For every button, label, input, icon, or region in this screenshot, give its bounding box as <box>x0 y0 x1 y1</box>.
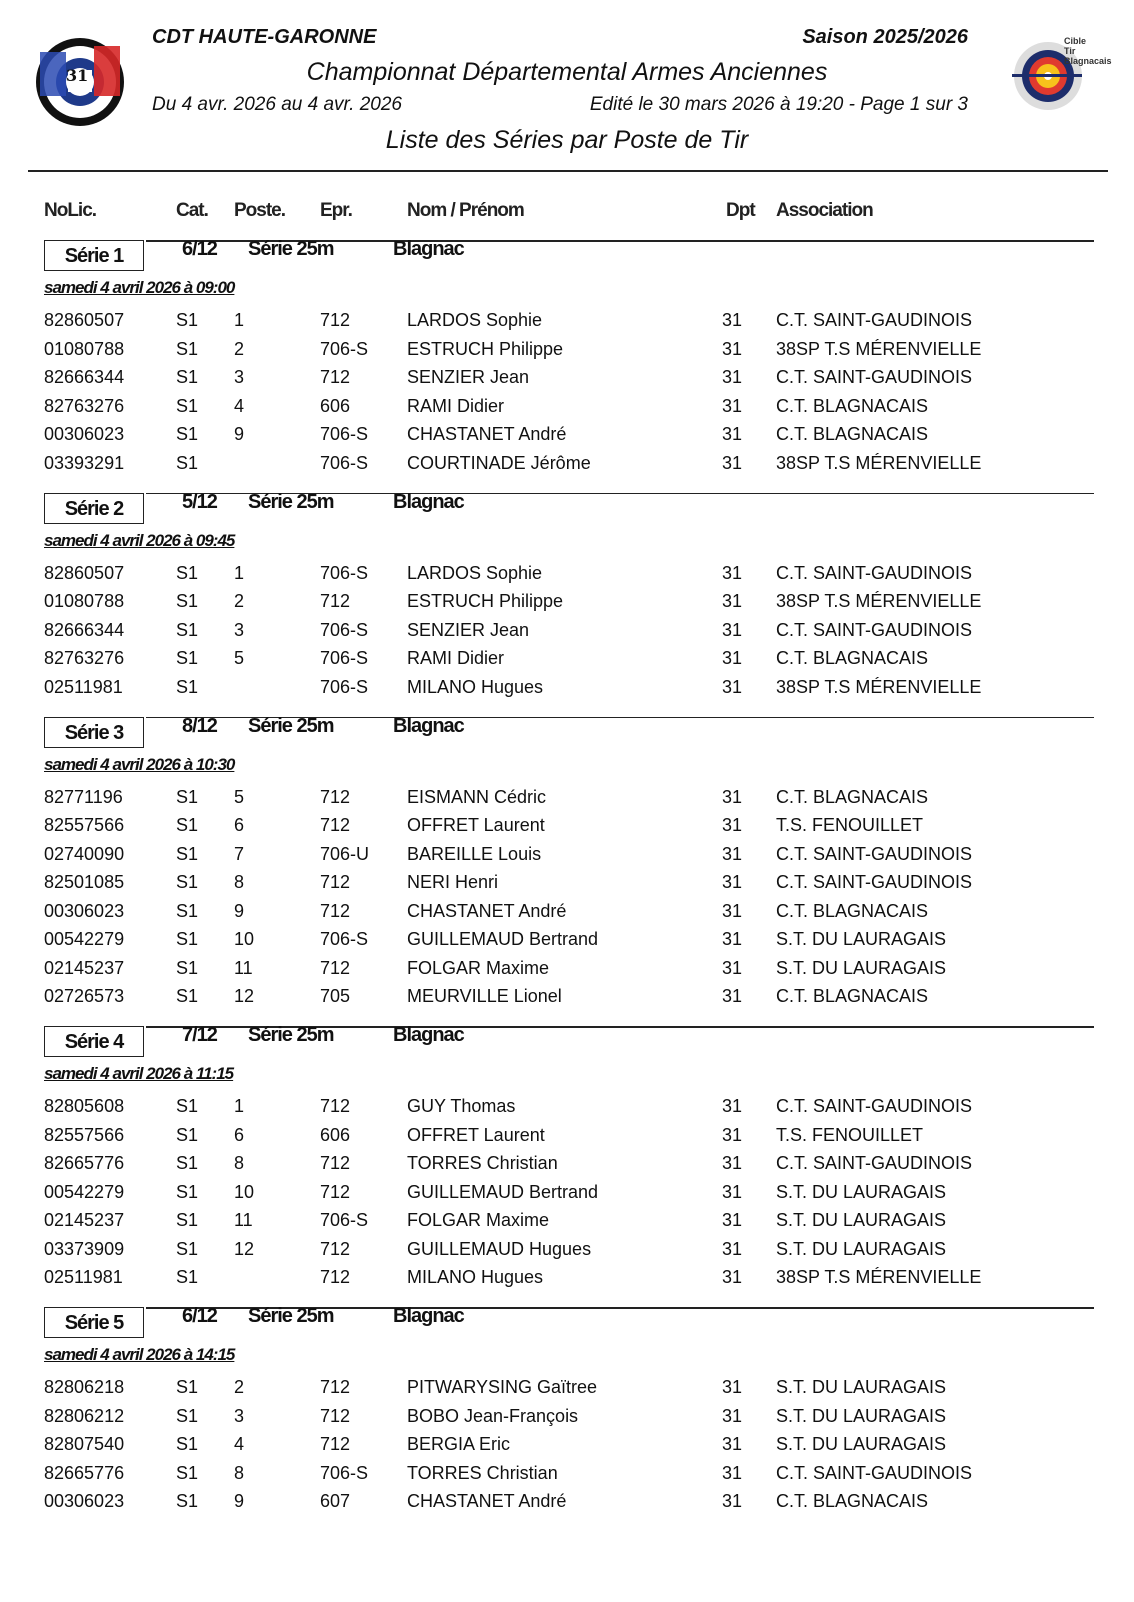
licence-number: 02145237 <box>44 1210 125 1230</box>
table-row <box>0 339 1134 368</box>
logo-number: 31 <box>66 66 89 85</box>
shooter-name: ESTRUCH Philippe <box>407 338 564 359</box>
poste: 10 <box>234 1181 255 1202</box>
category: S1 <box>176 929 199 949</box>
serie-rows <box>0 310 1134 481</box>
date-range: Du 4 avr. 2026 au 4 avr. 2026 <box>152 94 402 115</box>
epreuve: 705 <box>320 986 351 1006</box>
category: S1 <box>176 1377 199 1397</box>
serie-type: Série 25m <box>248 1024 334 1046</box>
serie-block <box>0 1022 1134 1303</box>
association: S.T. DU LAURAGAIS <box>776 1405 947 1426</box>
category: S1 <box>176 900 199 921</box>
category: S1 <box>176 648 199 668</box>
epreuve: 706-S <box>320 452 369 473</box>
epreuve: 712 <box>320 1405 351 1426</box>
category: S1 <box>176 786 199 807</box>
shooter-name: COURTINADE Jérôme <box>407 452 591 473</box>
poste: 8 <box>234 1153 245 1173</box>
serie-type: Série 25m <box>248 714 334 737</box>
departement: 31 <box>722 1267 743 1287</box>
epreuve: 712 <box>320 310 351 330</box>
table-row <box>0 1239 1134 1268</box>
serie-block <box>0 1303 1134 1527</box>
table-row <box>0 1434 1134 1463</box>
association: C.T. SAINT-GAUDINOIS <box>776 310 973 330</box>
licence-number: 00306023 <box>44 900 125 921</box>
licence-number: 02726573 <box>44 986 125 1006</box>
departement: 31 <box>722 424 743 444</box>
departement: 31 <box>722 815 743 835</box>
poste: 11 <box>234 1210 253 1230</box>
category: S1 <box>176 310 199 330</box>
poste: 9 <box>234 900 245 921</box>
epreuve: 706-S <box>320 1210 369 1230</box>
departement: 31 <box>722 367 743 387</box>
category: S1 <box>176 1181 199 1202</box>
poste: 5 <box>234 648 245 668</box>
col-header-dpt: Dpt <box>726 200 755 221</box>
departement: 31 <box>722 562 743 583</box>
col-header-cat: Cat. <box>176 200 208 221</box>
serie-count: 7/12 <box>182 1024 217 1046</box>
table-row <box>0 424 1134 453</box>
licence-number: 82665776 <box>44 1153 125 1173</box>
licence-number: 82771196 <box>44 786 123 807</box>
col-header-lic: NoLic. <box>44 200 97 221</box>
poste: 6 <box>234 815 245 835</box>
epreuve: 706-S <box>320 424 369 444</box>
category: S1 <box>176 1405 199 1426</box>
serie-block <box>0 713 1134 1023</box>
poste: 3 <box>234 1405 245 1426</box>
departement: 31 <box>722 1210 743 1230</box>
licence-number: 82557566 <box>44 815 125 835</box>
licence-number: 00306023 <box>44 424 125 444</box>
epreuve: 607 <box>320 1491 351 1511</box>
licence-number: 82666344 <box>44 367 125 387</box>
licence-number: 02145237 <box>44 957 125 978</box>
shooter-name: CHASTANET André <box>407 900 567 921</box>
epreuve: 712 <box>320 367 351 387</box>
departement: 31 <box>722 986 743 1006</box>
serie-block <box>0 236 1134 489</box>
association: C.T. SAINT-GAUDINOIS <box>776 1096 973 1116</box>
table-row <box>0 1210 1134 1239</box>
association: 38SP T.S MÉRENVIELLE <box>776 676 982 697</box>
col-header-poste: Poste. <box>234 200 286 221</box>
category: S1 <box>176 1124 199 1145</box>
org-name: CDT HAUTE-GARONNE <box>152 26 377 48</box>
table-row <box>0 563 1134 592</box>
shooter-name: SENZIER Jean <box>407 619 530 640</box>
association: 38SP T.S MÉRENVIELLE <box>776 338 982 359</box>
departement: 31 <box>722 1434 743 1454</box>
serie-rows <box>0 1377 1134 1520</box>
departement: 31 <box>722 648 743 668</box>
table-row <box>0 1182 1134 1211</box>
category: S1 <box>176 872 199 892</box>
shooter-name: TORRES Christian <box>407 1153 558 1173</box>
association: C.T. SAINT-GAUDINOIS <box>776 619 973 640</box>
departement: 31 <box>722 786 743 807</box>
col-header-epr: Epr. <box>320 200 352 221</box>
association: S.T. DU LAURAGAIS <box>776 1377 947 1397</box>
poste: 7 <box>234 843 245 864</box>
table-row <box>0 1491 1134 1520</box>
departement: 31 <box>722 1405 743 1426</box>
epreuve: 712 <box>320 1153 351 1173</box>
category: S1 <box>176 1096 199 1116</box>
shooter-name: ESTRUCH Philippe <box>407 591 564 611</box>
table-row <box>0 958 1134 987</box>
epreuve: 712 <box>320 900 351 921</box>
licence-number: 01080788 <box>44 591 125 611</box>
licence-number: 82666344 <box>44 619 125 640</box>
table-row <box>0 1153 1134 1182</box>
poste: 2 <box>234 338 245 359</box>
association: C.T. SAINT-GAUDINOIS <box>776 367 973 387</box>
table-row <box>0 620 1134 649</box>
serie-label: Série 1 <box>44 240 144 271</box>
epreuve: 712 <box>320 1267 351 1287</box>
association: S.T. DU LAURAGAIS <box>776 957 947 978</box>
licence-number: 00542279 <box>44 929 125 949</box>
departement: 31 <box>722 395 743 416</box>
poste: 6 <box>234 1124 245 1145</box>
category: S1 <box>176 676 199 697</box>
shooter-name: FOLGAR Maxime <box>407 1210 550 1230</box>
licence-number: 82763276 <box>44 648 125 668</box>
epreuve: 706-S <box>320 619 369 640</box>
poste: 2 <box>234 591 245 611</box>
category: S1 <box>176 1153 199 1173</box>
shooter-name: MILANO Hugues <box>407 1267 544 1287</box>
association: C.T. SAINT-GAUDINOIS <box>776 1153 973 1173</box>
departement: 31 <box>722 676 743 697</box>
series-list <box>0 236 1134 1527</box>
epreuve: 712 <box>320 872 351 892</box>
serie-date: samedi 4 avril 2026 à 09:00 <box>44 278 235 297</box>
table-row <box>0 310 1134 339</box>
departement: 31 <box>722 1096 743 1116</box>
epreuve: 712 <box>320 1238 351 1259</box>
table-row <box>0 453 1134 482</box>
serie-label: Série 5 <box>44 1307 144 1338</box>
serie-date: samedi 4 avril 2026 à 11:15 <box>44 1064 234 1083</box>
departement: 31 <box>722 900 743 921</box>
category: S1 <box>176 1462 199 1483</box>
shooter-name: RAMI Didier <box>407 648 505 668</box>
table-row <box>0 901 1134 930</box>
shooter-name: CHASTANET André <box>407 424 567 444</box>
serie-date: samedi 4 avril 2026 à 09:45 <box>44 530 235 550</box>
serie-count: 5/12 <box>182 490 217 513</box>
shooter-name: OFFRET Laurent <box>407 815 545 835</box>
table-row <box>0 1096 1134 1125</box>
shooter-name: RAMI Didier <box>407 395 505 416</box>
category: S1 <box>176 395 199 416</box>
serie-rows <box>0 563 1134 706</box>
epreuve: 712 <box>320 1096 351 1116</box>
licence-number: 82805608 <box>44 1096 125 1116</box>
shooter-name: NERI Henri <box>407 872 499 892</box>
table-row <box>0 1125 1134 1154</box>
serie-type: Série 25m <box>248 238 334 260</box>
table-row <box>0 1463 1134 1492</box>
epreuve: 712 <box>320 591 351 611</box>
association: C.T. BLAGNACAIS <box>776 986 929 1006</box>
shooter-name: EISMANN Cédric <box>407 786 547 807</box>
col-header-asso: Association <box>776 200 873 221</box>
poste: 9 <box>234 1491 245 1511</box>
epreuve: 606 <box>320 395 351 416</box>
departement: 31 <box>722 310 743 330</box>
departement: 31 <box>722 843 743 864</box>
poste: 5 <box>234 786 245 807</box>
serie-label: Série 2 <box>44 493 144 524</box>
season: Saison 2025/2026 <box>802 26 968 48</box>
category: S1 <box>176 1491 199 1511</box>
shooter-name: MILANO Hugues <box>407 676 544 697</box>
serie-place: Blagnac <box>393 1024 464 1046</box>
licence-number: 82807540 <box>44 1434 125 1454</box>
poste: 1 <box>234 310 245 330</box>
table-row <box>0 986 1134 1015</box>
poste: 9 <box>234 424 245 444</box>
licence-number: 02511981 <box>44 676 123 697</box>
table-row <box>0 648 1134 677</box>
category: S1 <box>176 452 199 473</box>
licence-number: 82665776 <box>44 1462 125 1483</box>
serie-count: 6/12 <box>182 1305 217 1327</box>
table-row <box>0 844 1134 873</box>
association: C.T. BLAGNACAIS <box>776 648 929 668</box>
category: S1 <box>176 424 199 444</box>
licence-number: 82763276 <box>44 395 125 416</box>
association: T.S. FENOUILLET <box>776 1124 924 1145</box>
shooter-name: GUILLEMAUD Hugues <box>407 1238 592 1259</box>
poste: 2 <box>234 1377 245 1397</box>
serie-count: 8/12 <box>182 714 217 737</box>
epreuve: 706-S <box>320 562 369 583</box>
serie-place: Blagnac <box>393 714 464 737</box>
category: S1 <box>176 1434 199 1454</box>
shooter-name: BAREILLE Louis <box>407 843 542 864</box>
shooter-name: GUILLEMAUD Bertrand <box>407 929 599 949</box>
serie-rows <box>0 1096 1134 1296</box>
poste: 3 <box>234 367 245 387</box>
serie-label: Série 4 <box>44 1026 144 1057</box>
departement: 31 <box>722 1153 743 1173</box>
category: S1 <box>176 1267 199 1287</box>
licence-number: 82806218 <box>44 1377 125 1397</box>
epreuve: 706-S <box>320 1462 369 1483</box>
shooter-name: TORRES Christian <box>407 1462 558 1483</box>
table-row <box>0 815 1134 844</box>
licence-number: 00306023 <box>44 1491 125 1511</box>
serie-place: Blagnac <box>393 238 464 260</box>
licence-number: 02740090 <box>44 843 125 864</box>
licence-number: 03393291 <box>44 452 125 473</box>
table-row <box>0 1377 1134 1406</box>
association: C.T. BLAGNACAIS <box>776 1491 929 1511</box>
category: S1 <box>176 957 199 978</box>
departement: 31 <box>722 1377 743 1397</box>
table-row <box>0 367 1134 396</box>
header-divider <box>28 170 1108 172</box>
serie-rows <box>0 787 1134 1015</box>
poste: 11 <box>234 957 253 978</box>
epreuve: 606 <box>320 1124 351 1145</box>
association: 38SP T.S MÉRENVIELLE <box>776 1267 982 1287</box>
table-row <box>0 929 1134 958</box>
association: S.T. DU LAURAGAIS <box>776 1210 947 1230</box>
table-row <box>0 787 1134 816</box>
epreuve: 712 <box>320 815 351 835</box>
shooter-name: PITWARYSING Gaïtree <box>407 1377 598 1397</box>
association: C.T. SAINT-GAUDINOIS <box>776 843 973 864</box>
poste: 3 <box>234 619 245 640</box>
table-row <box>0 591 1134 620</box>
association: S.T. DU LAURAGAIS <box>776 1434 947 1454</box>
licence-number: 02511981 <box>44 1267 123 1287</box>
licence-number: 01080788 <box>44 338 125 359</box>
association: C.T. BLAGNACAIS <box>776 395 929 416</box>
category: S1 <box>176 562 199 583</box>
association: C.T. SAINT-GAUDINOIS <box>776 872 973 892</box>
epreuve: 706-S <box>320 929 369 949</box>
serie-type: Série 25m <box>248 1305 334 1327</box>
licence-number: 00542279 <box>44 1181 125 1202</box>
departement: 31 <box>722 1124 743 1145</box>
epreuve: 706-U <box>320 843 370 864</box>
departement: 31 <box>722 929 743 949</box>
poste: 12 <box>234 1238 255 1259</box>
poste: 1 <box>234 1096 245 1116</box>
category: S1 <box>176 986 199 1006</box>
poste: 8 <box>234 872 245 892</box>
poste: 8 <box>234 1462 245 1483</box>
association: S.T. DU LAURAGAIS <box>776 929 947 949</box>
departement: 31 <box>722 619 743 640</box>
epreuve: 712 <box>320 1181 351 1202</box>
poste: 12 <box>234 986 255 1006</box>
serie-label: Série 3 <box>44 717 144 748</box>
serie-place: Blagnac <box>393 1305 464 1327</box>
page-title: Championnat Départemental Armes Anciennes <box>306 58 828 86</box>
table-row <box>0 677 1134 706</box>
shooter-name: LARDOS Sophie <box>407 562 543 583</box>
shooter-name: GUY Thomas <box>407 1096 516 1116</box>
association: C.T. SAINT-GAUDINOIS <box>776 562 973 583</box>
licence-number: 82501085 <box>44 872 125 892</box>
departement: 31 <box>722 1491 743 1511</box>
departement: 31 <box>722 452 743 473</box>
licence-number: 82860507 <box>44 562 125 583</box>
departement: 31 <box>722 338 743 359</box>
table-row <box>0 396 1134 425</box>
departement: 31 <box>722 591 743 611</box>
serie-type: Série 25m <box>248 490 334 513</box>
epreuve: 706-S <box>320 676 369 697</box>
edited-info: Edité le 30 mars 2026 à 19:20 - Page 1 sur 3 <box>589 94 968 115</box>
serie-date: samedi 4 avril 2026 à 10:30 <box>44 754 235 774</box>
shooter-name: LARDOS Sophie <box>407 310 543 330</box>
shooter-name: BERGIA Eric <box>407 1434 511 1454</box>
table-row <box>0 1406 1134 1435</box>
shooter-name: MEURVILLE Lionel <box>407 986 562 1006</box>
serie-place: Blagnac <box>393 490 464 513</box>
departement: 31 <box>722 1238 743 1259</box>
licence-number: 03373909 <box>44 1238 125 1259</box>
poste: 10 <box>234 929 255 949</box>
serie-date: samedi 4 avril 2026 à 14:15 <box>44 1345 235 1364</box>
association: 38SP T.S MÉRENVIELLE <box>776 452 982 473</box>
departement: 31 <box>722 1462 743 1483</box>
association: C.T. SAINT-GAUDINOIS <box>776 1462 973 1483</box>
page-subtitle: Liste des Séries par Poste de Tir <box>385 126 749 154</box>
epreuve: 706-S <box>320 648 369 668</box>
category: S1 <box>176 591 199 611</box>
association: C.T. BLAGNACAIS <box>776 424 929 444</box>
licence-number: 82806212 <box>44 1405 125 1426</box>
serie-block <box>0 489 1134 713</box>
association: 38SP T.S MÉRENVIELLE <box>776 591 982 611</box>
category: S1 <box>176 815 199 835</box>
epreuve: 712 <box>320 1377 351 1397</box>
shooter-name: FOLGAR Maxime <box>407 957 550 978</box>
shooter-name: GUILLEMAUD Bertrand <box>407 1181 599 1202</box>
category: S1 <box>176 843 199 864</box>
poste: 4 <box>234 1434 245 1454</box>
departement: 31 <box>722 872 743 892</box>
licence-number: 82860507 <box>44 310 125 330</box>
category: S1 <box>176 338 199 359</box>
shooter-name: OFFRET Laurent <box>407 1124 545 1145</box>
serie-count: 6/12 <box>182 238 217 260</box>
poste: 4 <box>234 395 245 416</box>
col-header-nom: Nom / Prénom <box>407 200 524 221</box>
category: S1 <box>176 1210 199 1230</box>
table-row <box>0 872 1134 901</box>
departement: 31 <box>722 957 743 978</box>
category: S1 <box>176 367 199 387</box>
shooter-name: CHASTANET André <box>407 1491 567 1511</box>
category: S1 <box>176 1238 199 1259</box>
association: S.T. DU LAURAGAIS <box>776 1238 947 1259</box>
epreuve: 712 <box>320 786 351 807</box>
licence-number: 82557566 <box>44 1124 125 1145</box>
epreuve: 712 <box>320 1434 351 1454</box>
logo-text: Cible Tir Blagnacais <box>1064 36 1112 66</box>
epreuve: 712 <box>320 957 351 978</box>
poste: 1 <box>234 562 245 583</box>
category: S1 <box>176 619 199 640</box>
epreuve: 706-S <box>320 338 369 359</box>
association: C.T. BLAGNACAIS <box>776 786 929 807</box>
departement: 31 <box>722 1181 743 1202</box>
shooter-name: BOBO Jean-François <box>407 1405 579 1426</box>
shooter-name: SENZIER Jean <box>407 367 530 387</box>
association: S.T. DU LAURAGAIS <box>776 1181 947 1202</box>
association: C.T. BLAGNACAIS <box>776 900 929 921</box>
association: T.S. FENOUILLET <box>776 815 924 835</box>
table-row <box>0 1267 1134 1296</box>
